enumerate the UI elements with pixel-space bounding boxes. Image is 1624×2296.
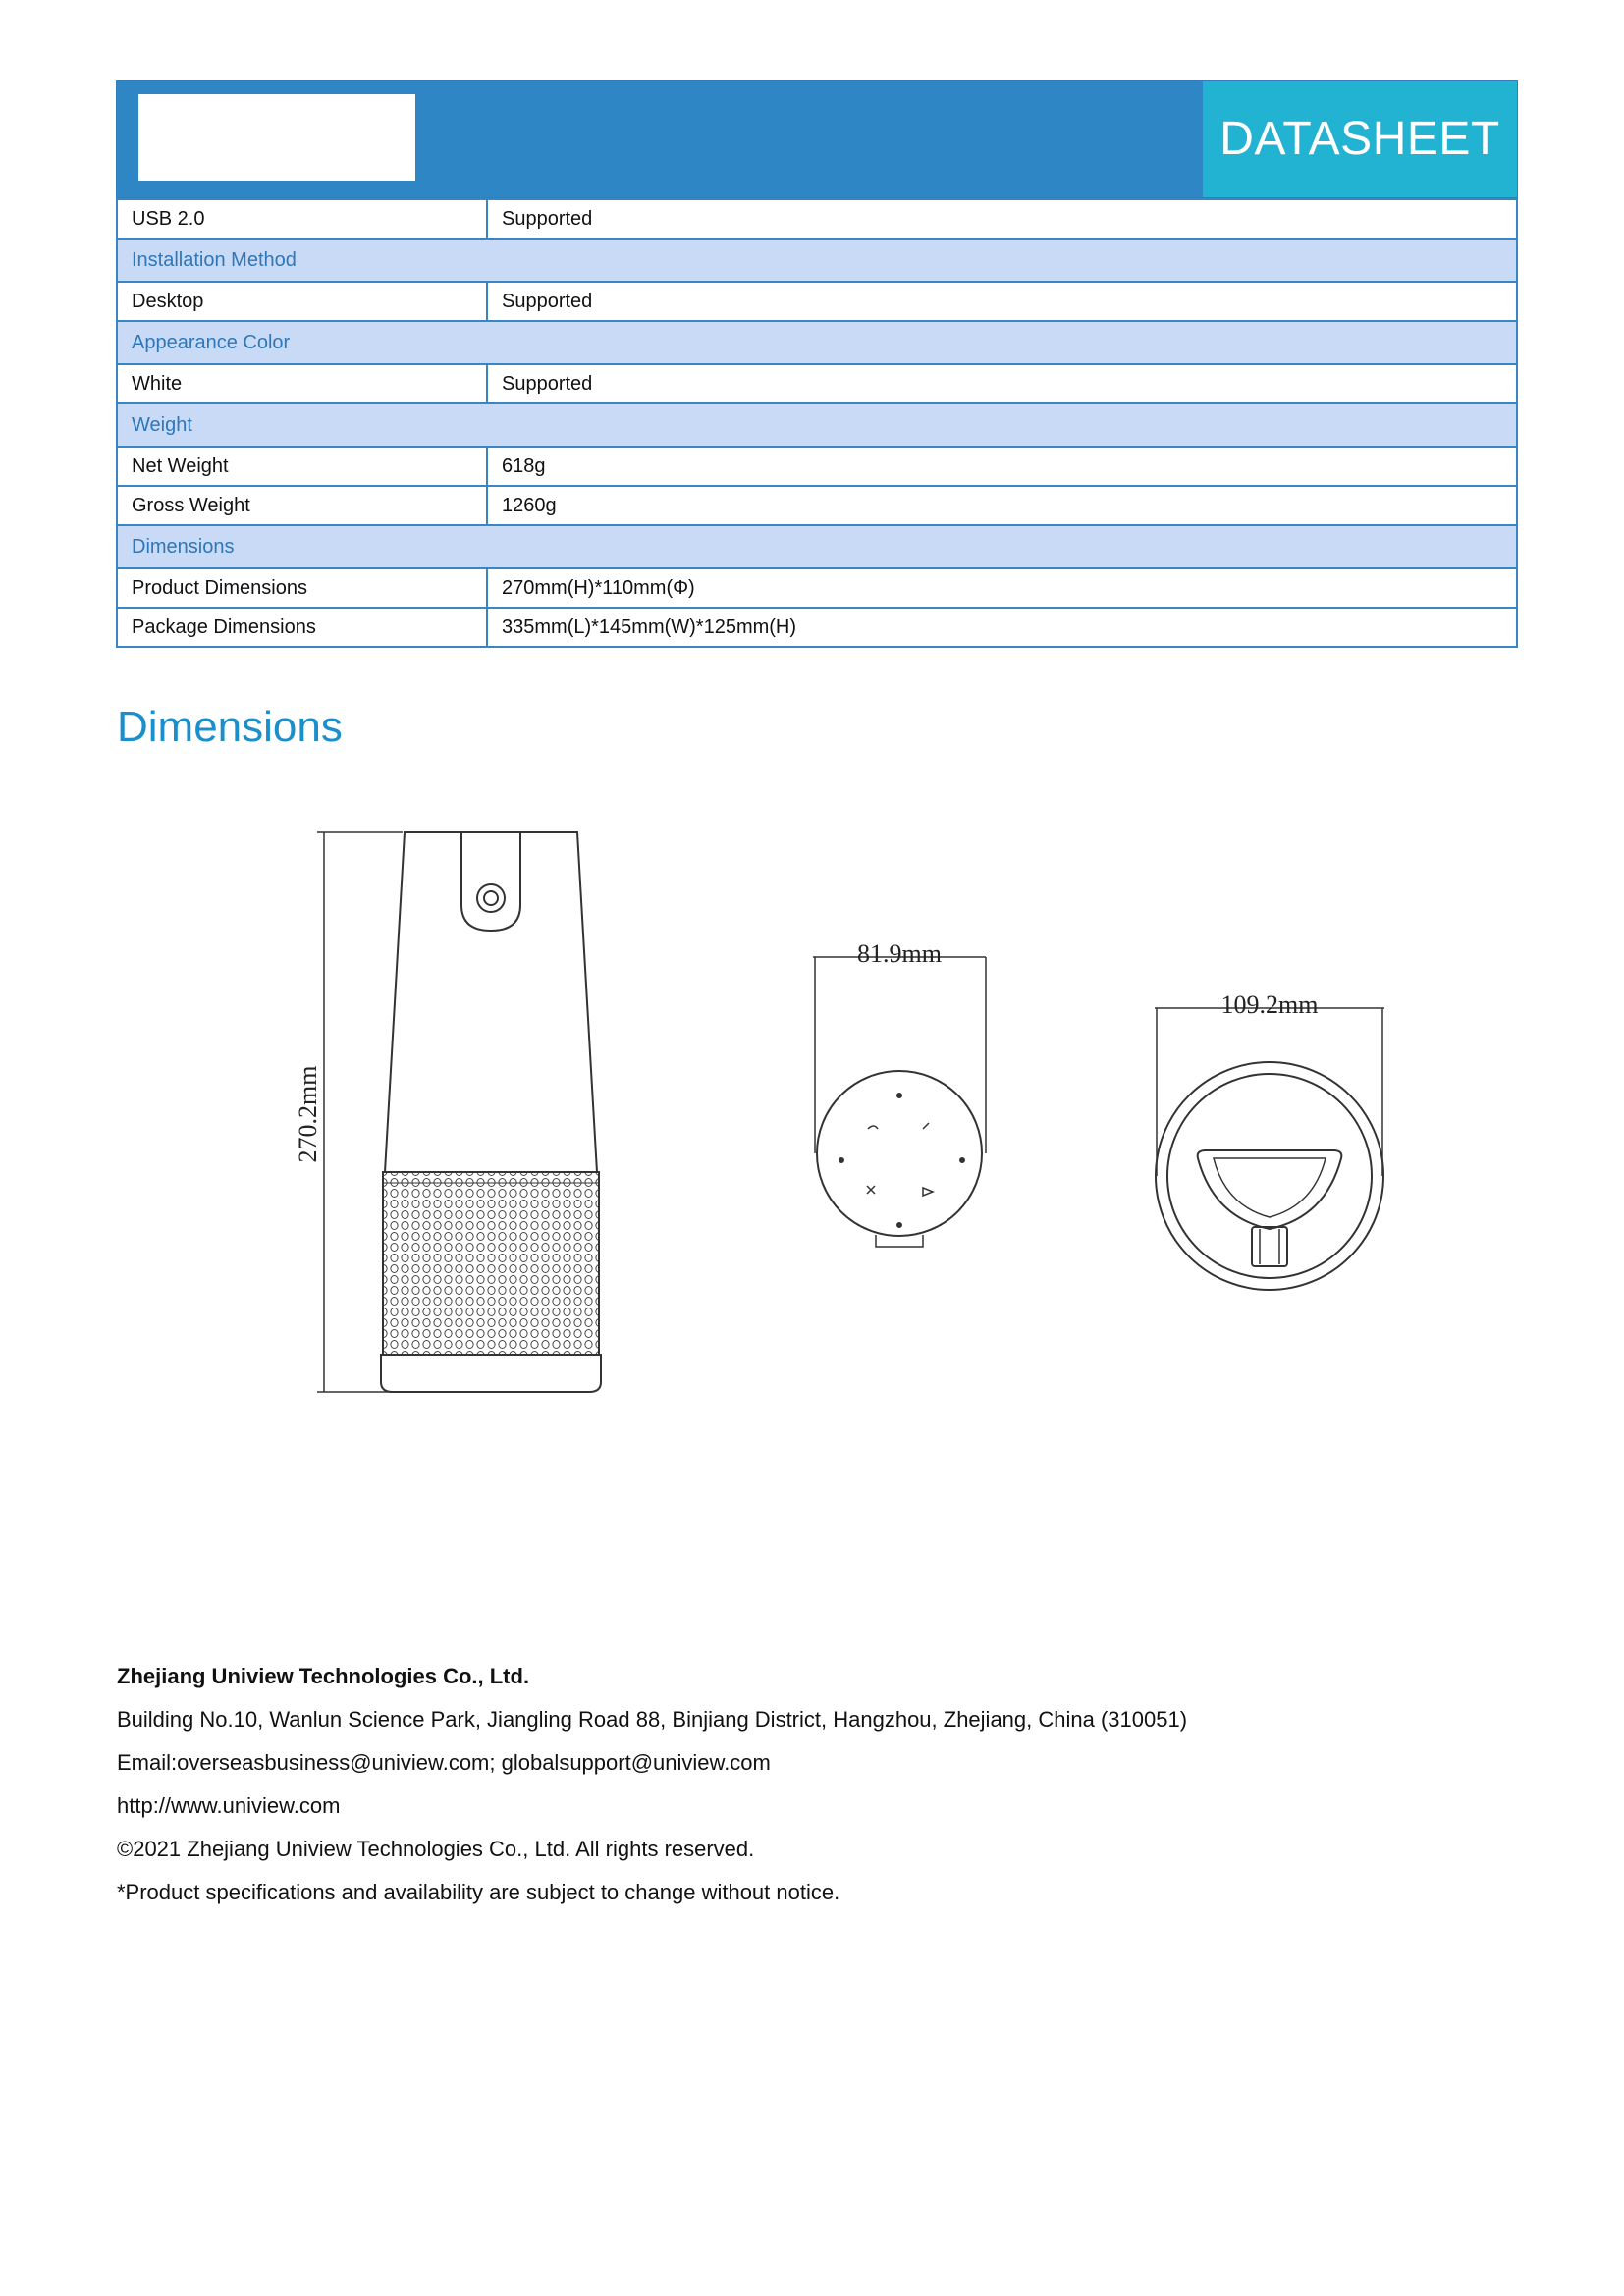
bottom-width-dimension-label: 109.2mm [1220,990,1319,1019]
copyright-text: ©2021 Zhejiang Uniview Technologies Co., Ltd. All rights reserved. [117,1837,755,1861]
spec-section-label: Weight [117,403,1517,447]
spec-value: 270mm(H)*110mm(Φ) [487,568,1517,608]
spec-label: Package Dimensions [117,608,487,647]
spec-value: Supported [487,199,1517,239]
datasheet-label: DATASHEET [1203,81,1517,197]
spec-value: 618g [487,447,1517,486]
company-website-link[interactable]: http://www.uniview.com [117,1793,341,1818]
spec-label: Desktop [117,282,487,321]
height-dimension-label: 270.2mm [294,1065,322,1163]
bottom-view-drawing [1155,1008,1384,1290]
company-email[interactable]: Email:overseasbusiness@uniview.com; globalsupport@uniview.com [117,1750,771,1775]
spec-label: USB 2.0 [117,199,487,239]
spec-label: Product Dimensions [117,568,487,608]
spec-value: Supported [487,282,1517,321]
spec-value: 335mm(L)*145mm(W)*125mm(H) [487,608,1517,647]
spec-value: 1260g [487,486,1517,525]
spec-label: White [117,364,487,403]
company-footer [117,1655,1187,1914]
spec-section-label: Dimensions [117,525,1517,568]
spec-label: Gross Weight [117,486,487,525]
company-address: Building No.10, Wanlun Science Park, Jiangling Road 88, Binjiang District, Hangzhou, Zhejiang, China (310051) [117,1707,1188,1732]
top-view-drawing [813,957,986,1247]
side-view-drawing [317,832,601,1392]
company-name: Zhejiang Uniview Technologies Co., Ltd. [117,1664,530,1688]
spec-section-label: Installation Method [117,239,1517,282]
spec-label: Net Weight [117,447,487,486]
top-width-dimension-label: 81.9mm [857,939,942,968]
disclaimer-text: *Product specifications and availability are subject to change without notice. [117,1880,840,1904]
spec-section-label: Appearance Color [117,321,1517,364]
dimensions-heading: Dimensions [117,703,343,751]
spec-value: Supported [487,364,1517,403]
